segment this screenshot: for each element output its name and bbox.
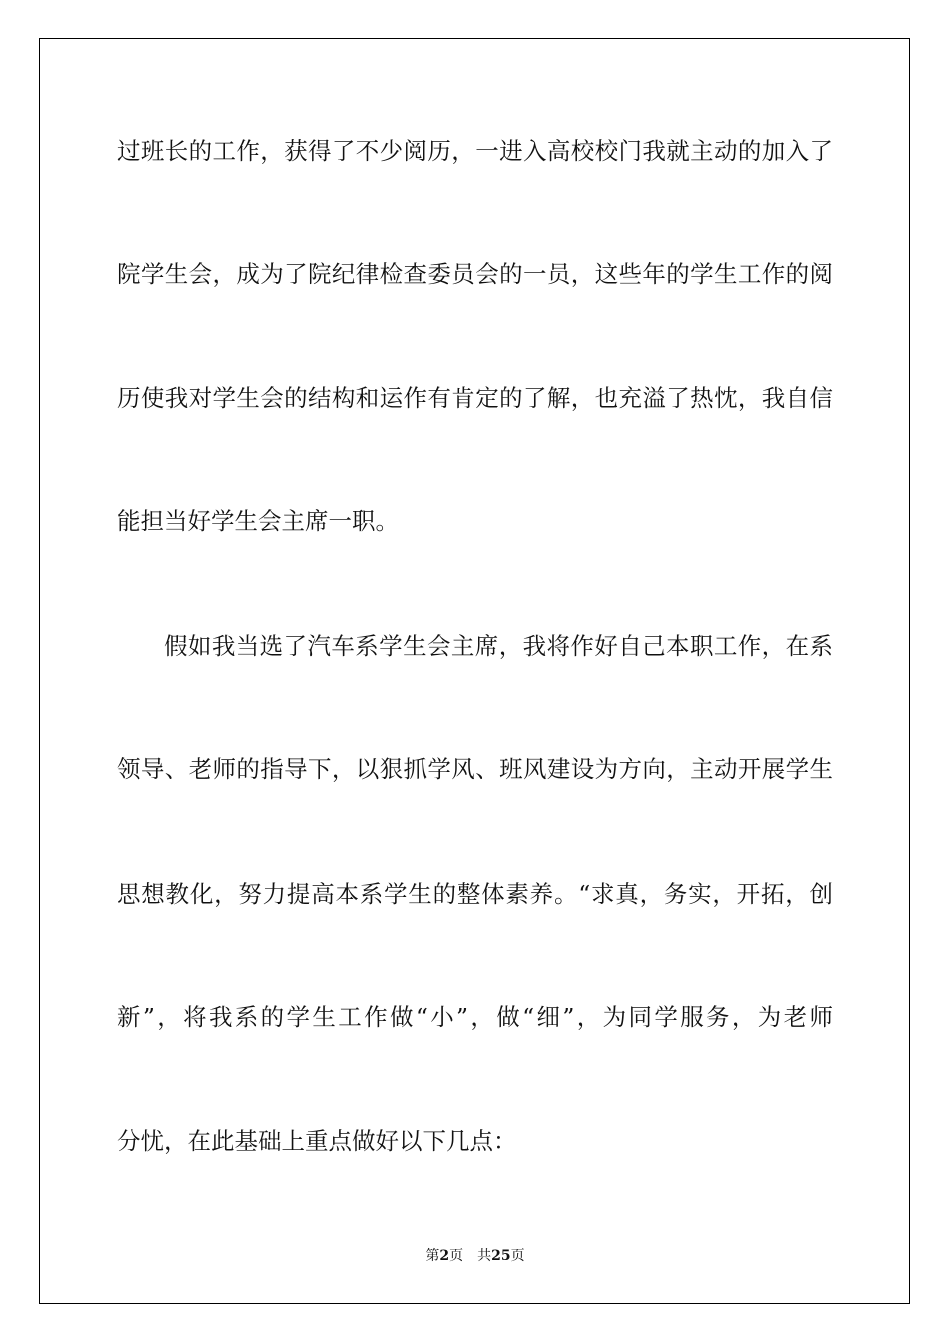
page-prefix: 第: [425, 1248, 440, 1264]
body-line-6: 领导、老师的指导下，以狠抓学风、班风建设为方向，主动开展学生: [117, 755, 833, 783]
total-prefix: 共: [477, 1248, 492, 1264]
body-line-5: 假如我当选了汽车系学生会主席，我将作好自己本职工作，在系: [164, 632, 833, 660]
body-line-4: 能担当好学生会主席一职。: [117, 507, 399, 535]
body-line-2: 院学生会，成为了院纪律检查委员会的一员，这些年的学生工作的阅: [117, 260, 833, 288]
body-line-7: 思想教化，努力提高本系学生的整体素养。“求真，务实，开拓，创: [117, 880, 833, 908]
body-line-9: 分忧，在此基础上重点做好以下几点：: [117, 1127, 517, 1155]
total-pages: 25: [491, 1248, 511, 1264]
page-footer: [0, 1246, 950, 1266]
body-line-8: 新”，将我系的学生工作做“小”，做“细”，为同学服务，为老师: [117, 1003, 833, 1031]
page-border: [39, 38, 910, 1304]
body-line-3: 历使我对学生会的结构和运作有肯定的了解，也充溢了热忱，我自信: [117, 384, 833, 412]
total-suffix: 页: [510, 1248, 525, 1264]
page-suffix: 页: [449, 1248, 464, 1264]
body-line-1: 过班长的工作，获得了不少阅历，一进入高校校门我就主动的加入了: [117, 137, 833, 165]
page-number: 2: [439, 1248, 450, 1264]
